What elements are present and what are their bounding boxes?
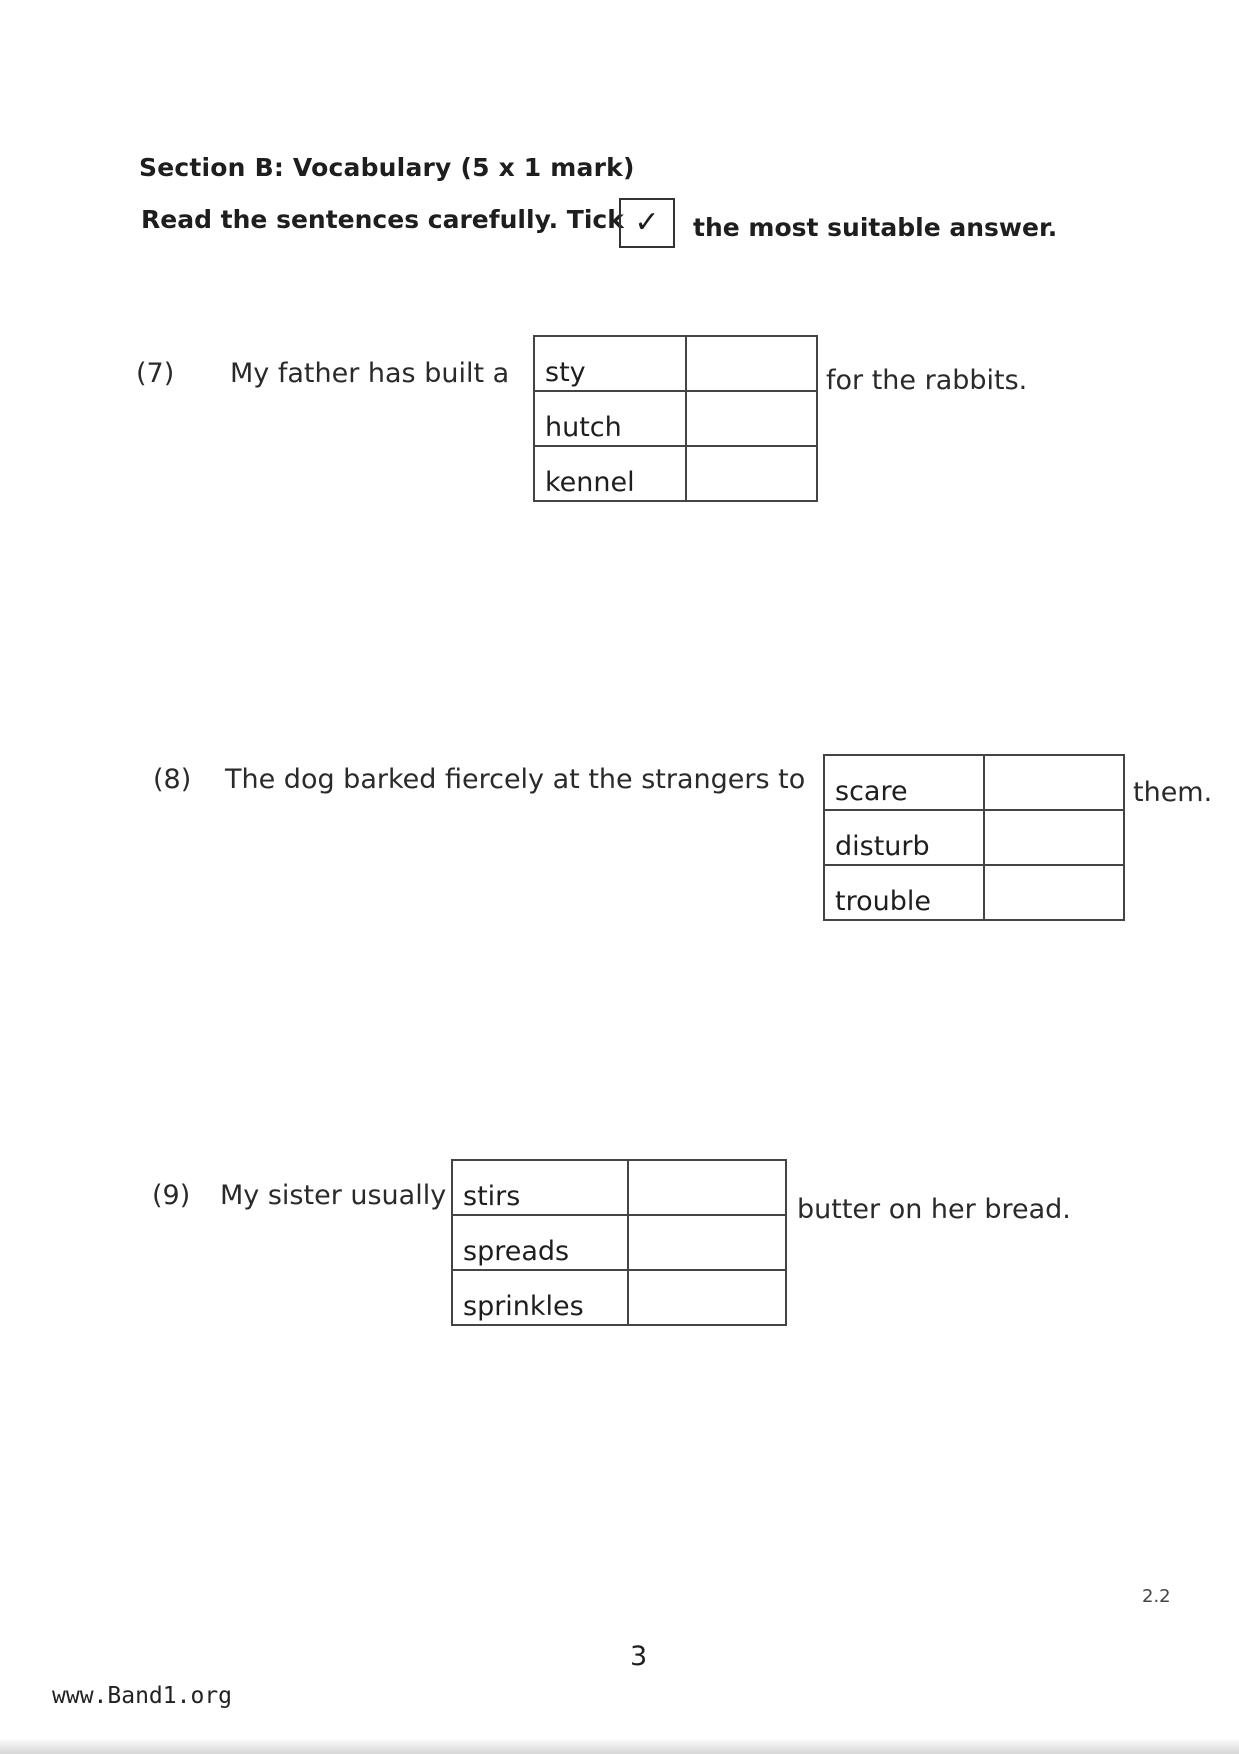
instruction-text: Read the sentences carefully. Tick — [141, 205, 624, 234]
question-number: (9) — [152, 1180, 191, 1211]
option-row — [824, 755, 1124, 810]
option-label: spreads — [452, 1215, 628, 1270]
options-table — [451, 1159, 787, 1326]
option-label: stirs — [452, 1160, 628, 1215]
option-label: kennel — [534, 446, 686, 501]
question-text-end: butter on her bread. — [797, 1194, 1071, 1225]
question-number: (7) — [136, 358, 175, 389]
check-icon: ✓ — [634, 205, 660, 240]
question-number: (8) — [153, 764, 192, 795]
footer-url: www.Band1.org — [52, 1683, 233, 1709]
option-label: trouble — [824, 865, 984, 920]
example-tick-box — [619, 198, 675, 248]
tick-box[interactable] — [686, 336, 817, 391]
instruction-text-end: the most suitable answer. — [693, 213, 1058, 242]
tick-box[interactable] — [686, 446, 817, 501]
question-text: My sister usually — [220, 1180, 447, 1211]
tick-box[interactable] — [628, 1270, 786, 1325]
tick-box[interactable] — [984, 810, 1124, 865]
option-row — [534, 391, 817, 446]
page-number: 3 — [630, 1641, 648, 1672]
tick-box[interactable] — [984, 755, 1124, 810]
question-text: My father has built a — [230, 358, 510, 389]
option-row — [452, 1160, 786, 1215]
option-label: hutch — [534, 391, 686, 446]
option-row — [452, 1215, 786, 1270]
scan-edge — [0, 1738, 1239, 1754]
options-table — [533, 335, 818, 502]
option-row — [534, 446, 817, 501]
option-label: sty — [534, 336, 686, 391]
question-text-end: for the rabbits. — [826, 365, 1028, 396]
option-row — [534, 336, 817, 391]
option-row — [452, 1270, 786, 1325]
tick-box[interactable] — [628, 1160, 786, 1215]
option-label: scare — [824, 755, 984, 810]
option-row — [824, 810, 1124, 865]
tick-box[interactable] — [628, 1215, 786, 1270]
section-title: Section B: Vocabulary (5 x 1 mark) — [139, 153, 635, 182]
option-label: disturb — [824, 810, 984, 865]
option-row — [824, 865, 1124, 920]
tick-box[interactable] — [984, 865, 1124, 920]
option-label: sprinkles — [452, 1270, 628, 1325]
tick-box[interactable] — [686, 391, 817, 446]
question-text-end: them. — [1133, 777, 1213, 808]
options-table — [823, 754, 1125, 921]
corner-mark: 2.2 — [1142, 1586, 1171, 1607]
question-text: The dog barked fiercely at the strangers to — [225, 764, 806, 795]
